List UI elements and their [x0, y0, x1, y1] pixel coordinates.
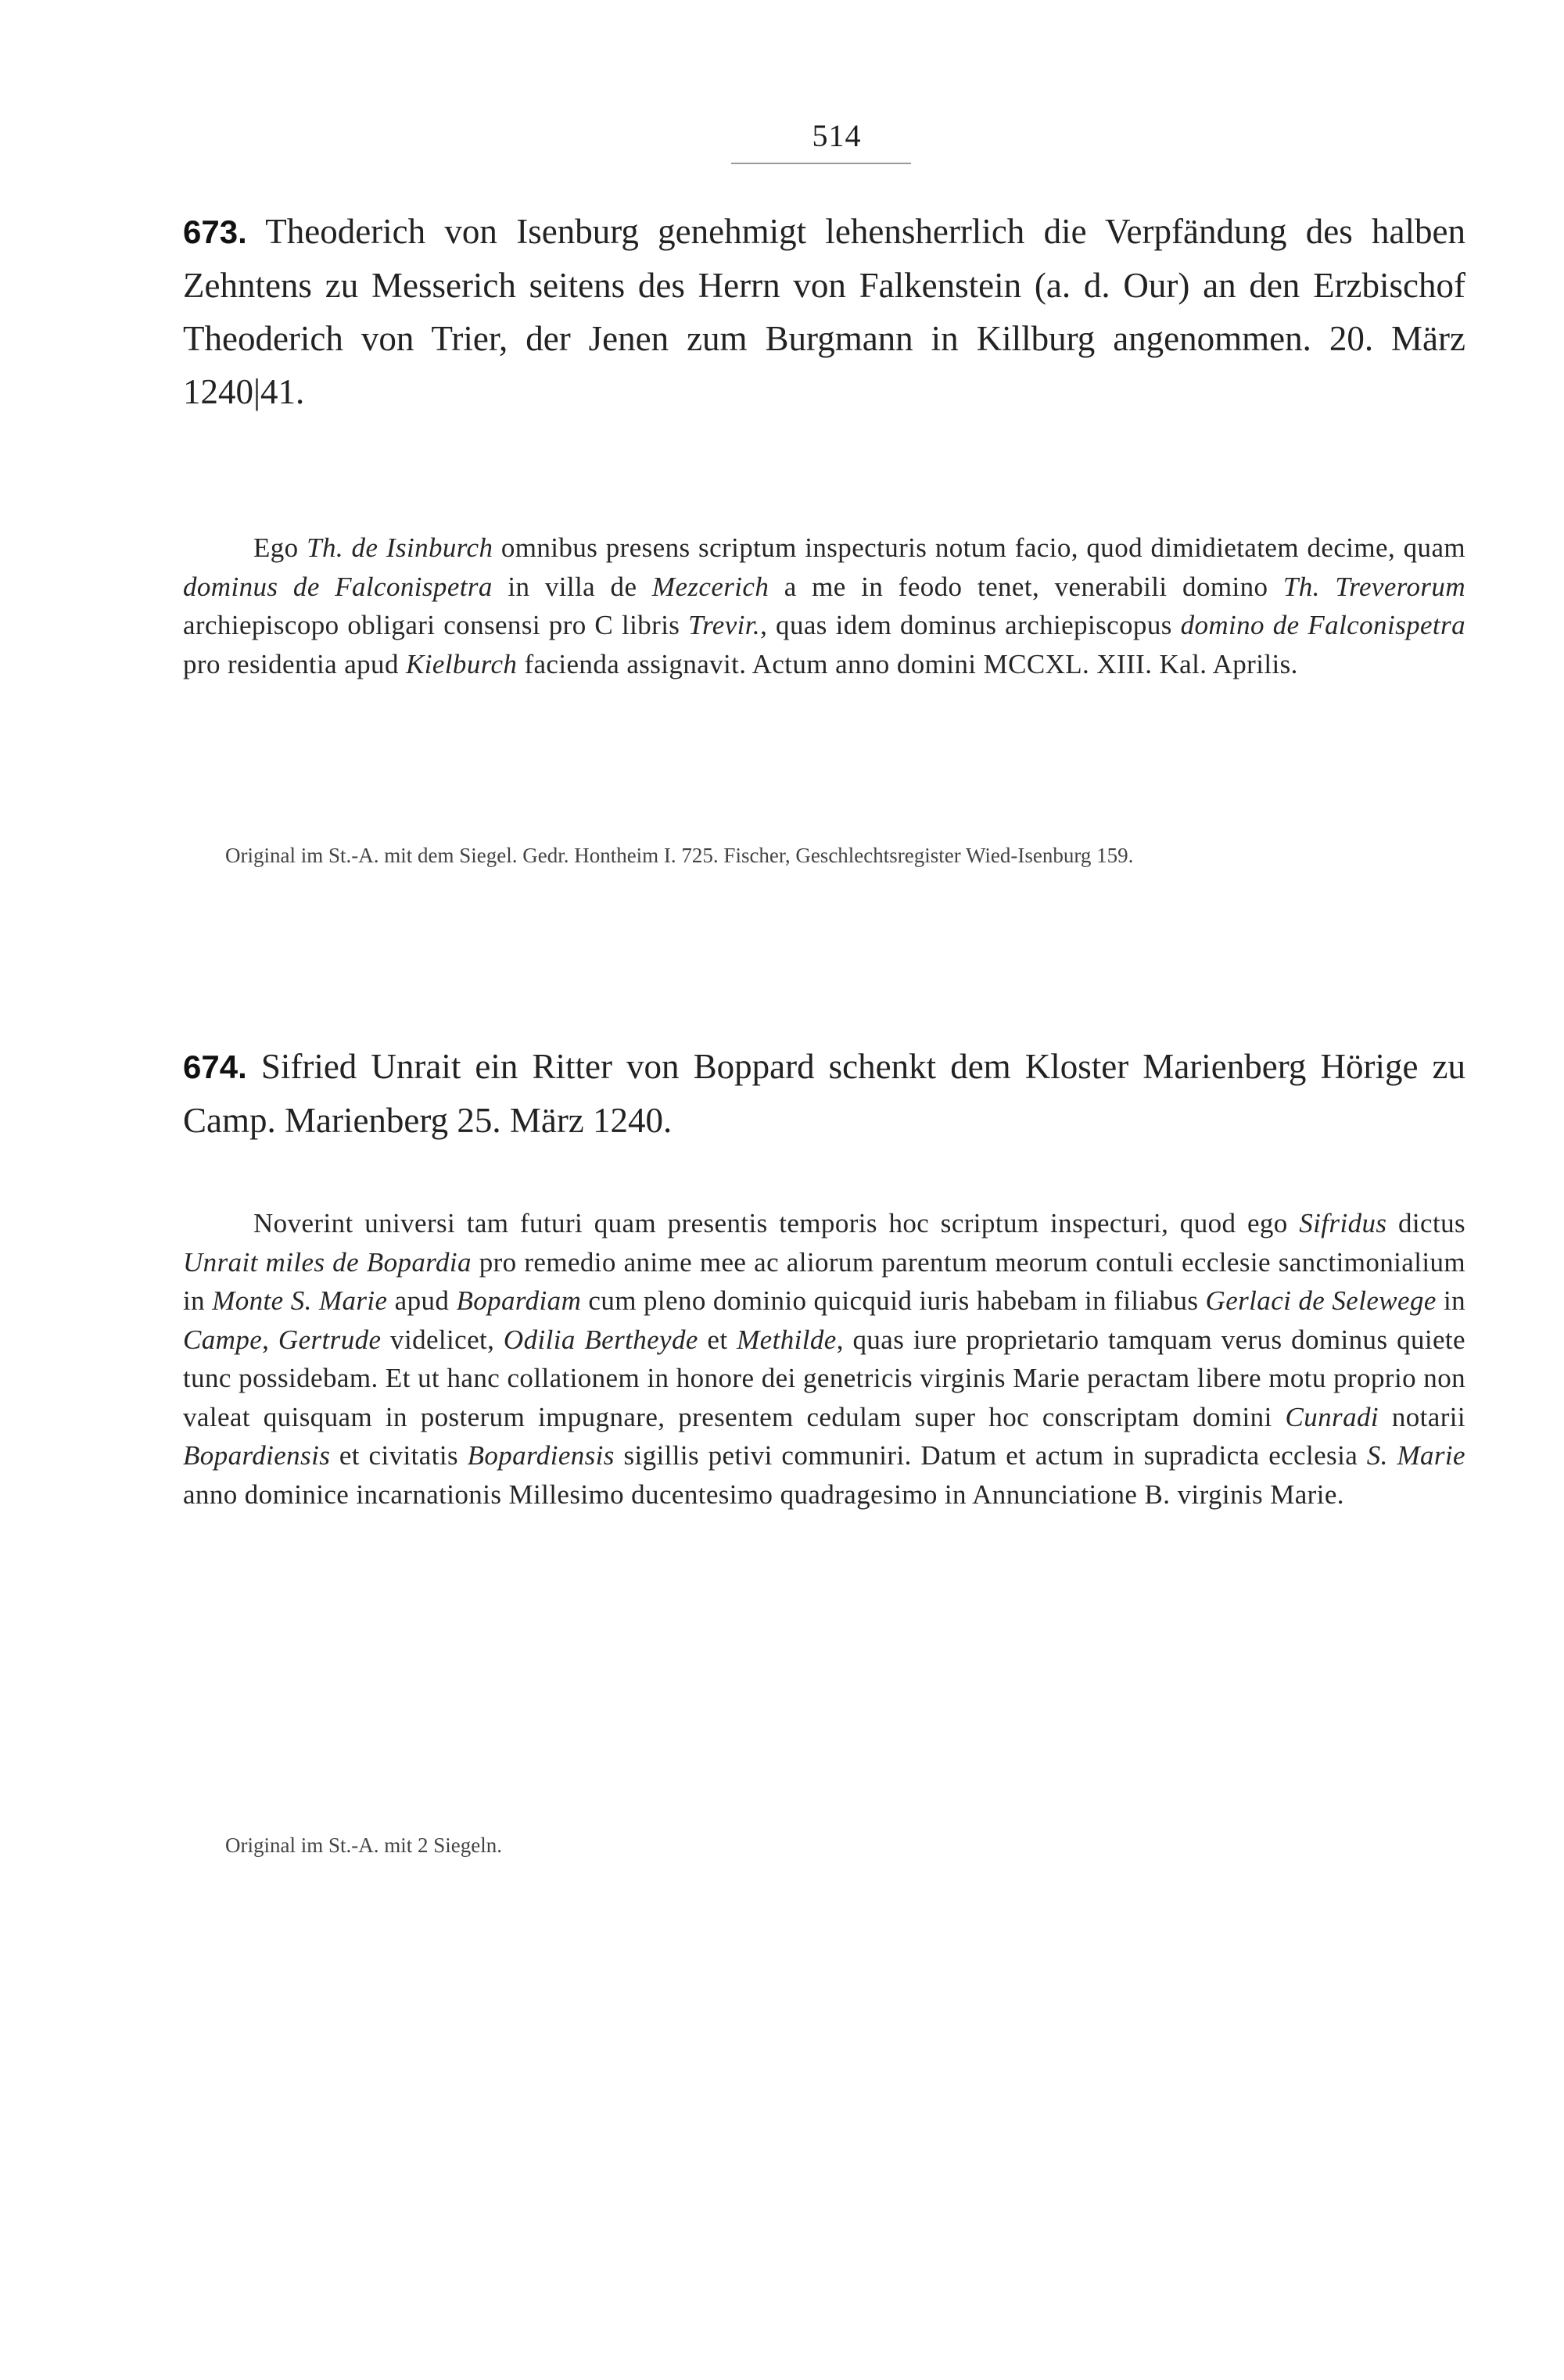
italic-name-run: domino de Falconispetra [1180, 610, 1465, 640]
text-run: Noverint universi tam futuri quam presentis temporis hoc scriptum inspecturi, quod ego [253, 1208, 1300, 1238]
document-674-text [183, 1204, 1465, 1514]
document-674-note-text: Original im St.-A. mit 2 Siegeln. [225, 1833, 502, 1857]
document-673-note-text: Original im St.-A. mit dem Siegel. Gedr. Hontheim I. 725. Fischer, Geschlechtsregister Wied-Isenburg 159. [225, 844, 1134, 867]
italic-name-run: Odilia Bertheyde [503, 1324, 698, 1355]
text-run: et civitatis [330, 1440, 468, 1471]
italic-name-run: Cunradi [1285, 1401, 1379, 1432]
text-run: , quas idem dominus archiepiscopus [760, 610, 1181, 640]
document-674-number: 674. [183, 1048, 247, 1085]
text-run: omnibus presens scriptum inspecturis notum facio, quod dimidietatem decime, quam [493, 532, 1465, 563]
text-run: sigillis petivi communiri. Datum et actum in supradicta ecclesia [614, 1440, 1367, 1471]
page-number-rule [731, 163, 911, 164]
text-run: , quas iure proprietario tamquam verus dominus quiete tunc possidebam. Et ut hanc collationem in honore dei genetricis virginis Marie peractam libere motu proprio non valeat quisquam in posterum impugnare, presentem cedulam super hoc conscriptam domini [183, 1324, 1465, 1432]
text-run: Ego [253, 532, 307, 563]
document-673-number: 673. [183, 213, 247, 250]
text-run: anno dominice incarnationis Millesimo ducentesimo quadragesimo in Annunciatione B. virginis Marie. [183, 1479, 1344, 1510]
italic-name-run: Gerlaci de Selewege [1205, 1285, 1437, 1316]
document-674-source-note [183, 1828, 1465, 1863]
text-run: facienda assignavit. Actum anno domini MCCXL. XIII. Kal. Aprilis. [517, 648, 1298, 679]
italic-name-run: Th. Treverorum [1282, 571, 1465, 602]
italic-name-run: Methilde [737, 1324, 837, 1355]
text-run: apud [387, 1285, 457, 1316]
text-run: archiepiscopo obligari consensi pro C libris [183, 610, 689, 640]
text-run: et [698, 1324, 737, 1355]
text-run: pro residentia apud [183, 648, 406, 679]
text-run: notarii [1379, 1401, 1465, 1432]
italic-name-run: Bopardiam [456, 1285, 582, 1316]
italic-name-run: Campe [183, 1324, 263, 1355]
text-run: in villa de [492, 571, 652, 602]
italic-name-run: Trevir. [688, 610, 761, 640]
document-674-heading-text: Sifried Unrait ein Ritter von Boppard schenkt dem Kloster Marienberg Hörige zu Camp. Marienberg 25. März 1240. [183, 1047, 1465, 1140]
italic-name-run: S. Marie [1366, 1440, 1465, 1471]
document-673-source-note [183, 838, 1465, 873]
italic-name-run: Sifridus [1299, 1208, 1387, 1238]
italic-name-run: Bopardiensis [183, 1440, 331, 1471]
italic-name-run: Gertrude [278, 1324, 382, 1355]
text-run: a me in feodo tenet, venerabili domino [769, 571, 1283, 602]
text-run: , [262, 1324, 278, 1355]
italic-name-run: Monte S. Marie [212, 1285, 388, 1316]
document-673-heading-text: Theoderich von Isenburg genehmigt lehensherrlich die Verpfändung des halben Zehntens zu Messerich seitens des Herrn von Falkenstein (a. d. Our) an den Erzbischof Theoderich von Trier, der Jenen zum Burgmann in Killburg angenommen. 20. März 1240|41. [183, 212, 1465, 411]
page-number: 514 [812, 118, 862, 153]
italic-name-run: Bopardiensis [467, 1440, 615, 1471]
text-run: pro remedio anime mee ac aliorum parentum meorum contuli ecclesie sanctimonialium in [183, 1246, 1465, 1316]
document-673-text [183, 529, 1465, 683]
italic-name-run: Th. de Isinburch [307, 532, 493, 563]
italic-name-run: Kielburch [406, 648, 518, 679]
text-run: dictus [1386, 1208, 1465, 1238]
document-673-heading [183, 205, 1465, 418]
italic-name-run: Unrait miles de Bopardia [183, 1246, 472, 1278]
document-674-heading [183, 1040, 1465, 1147]
text-run: cum pleno dominio quicquid iuris habebam in filiabus [581, 1285, 1206, 1316]
italic-name-run: dominus de Falconispetra [183, 571, 493, 602]
text-run: videlicet, [381, 1324, 504, 1355]
text-run: in [1436, 1285, 1465, 1316]
italic-name-run: Mezcerich [651, 571, 769, 602]
